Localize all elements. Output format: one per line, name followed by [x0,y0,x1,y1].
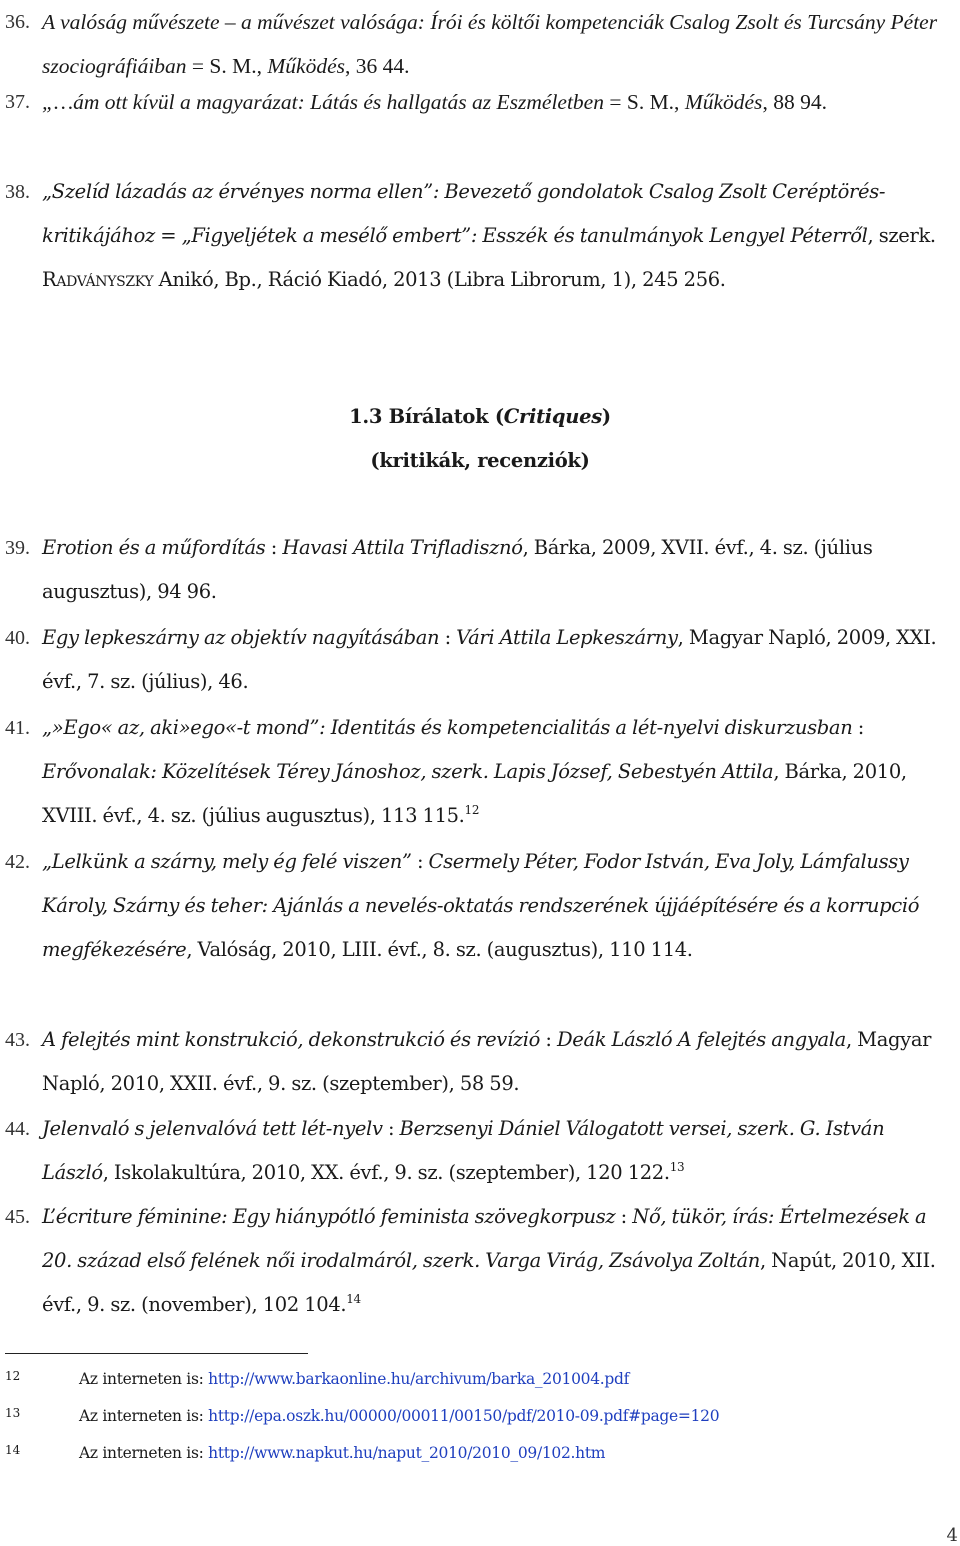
footnote-number: 13 [5,1406,21,1420]
section-heading: 1.3 Bírálatok (Critiques) [349,405,611,428]
entry-separator: = [154,224,182,247]
entry-publication: Anikó, Bp., Ráció Kiadó, 2013 (Libra Librorum, 1), 245 256. [153,268,726,291]
entry-number: 43. [5,1029,30,1051]
entry-book: Működés [267,54,345,78]
entry-title: „…ám ott kívül a magyarázat: Látás és hallgatás az Eszméletben [42,90,604,114]
footnote-separator [5,1353,308,1354]
footnote-link[interactable]: http://www.napkut.hu/naput_2010/2010_09/102.htm [208,1444,606,1462]
entry-szerk: , szerk. [867,224,936,247]
footnote-number: 12 [5,1369,21,1383]
footnote-number: 14 [5,1443,21,1457]
heading-italic: Critiques [503,405,602,428]
entry-text: A felejtés mint konstrukció, dekonstrukció és revízió : Deák László A felejtés angyala, Magyar Napló, 2010, XXII. évf., 9. sz. (szeptember), 58 59. [42,1028,932,1095]
entry-text: Jelenvaló s jelenvalóvá tett lét-nyelv : Berzsenyi Dániel Válogatott versei, szerk. G. István László, Iskolakultúra, 2010, XX. évf., 9. sz. (szeptember), 120 122.13 [42,1117,885,1184]
entry-number: 36. [5,11,30,33]
footnote-link[interactable]: http://epa.oszk.hu/00000/00011/00150/pdf/2010-09.pdf#page=120 [208,1407,720,1425]
entry-number: 42. [5,851,30,873]
footnote [0,1369,950,1399]
footnote [0,1443,950,1473]
entry-title: „Szelíd lázadás az érvényes norma ellen”: Bevezető gondolatok Csalog Zsolt Ceréptörés-kritikájához [42,180,886,247]
entry-number: 41. [5,717,30,739]
section-subheading: (kritikák, recenziók) [370,449,590,472]
footnote-ref: 14 [346,1292,361,1306]
entry-text: L’écriture féminine: Egy hiánypótló feminista szövegkorpusz : Nő, tükör, írás: Értelmezések a 20. század első felének női irodalmáról, szerk. Varga Virág, Zsávolya Zoltán, Napút, 2010, XII. évf., 9. sz. (november), 102 104.14 [42,1205,936,1316]
footnote-text: Az interneten is: http://www.barkaonline.hu/archivum/barka_201004.pdf [79,1370,630,1388]
page-number: 4 [946,1525,958,1546]
entry-text [42,0,947,88]
entry-number: 40. [5,627,30,649]
entry-title: A valóság művészete – a művészet valósága: Írói és költői kompetenciák Csalog Zsolt és Turcsány Péter szociográfiáiban [42,10,938,78]
entry-book: Működés [684,90,763,114]
entry-number: 39. [5,537,30,559]
footnote [0,1406,950,1436]
footnote-link[interactable]: http://www.barkaonline.hu/archivum/barka_201004.pdf [208,1370,630,1388]
entry-pages: , 36 44. [345,54,410,78]
footnote-ref: 13 [669,1160,685,1174]
entry-number: 45. [5,1206,30,1228]
entry-editor: Radványszky [42,268,154,291]
entry-pages: , 88 94. [762,90,827,114]
entry-ref: = S. M., [603,90,685,114]
footnote-ref: 12 [464,803,480,817]
entry-text: Egy lepkeszárny az objektív nagyításában : Vári Attila Lepkeszárny, Magyar Napló, 2009, XXI. évf., 7. sz. (július), 46. [42,626,937,693]
footnote-text: Az interneten is: http://www.napkut.hu/naput_2010/2010_09/102.htm [79,1444,606,1462]
entry-book: „Figyeljétek a mesélő embert”: Esszék és tanulmányok Lengyel Péterről [181,224,868,247]
entry-ref: = S. M., [186,54,268,78]
entry-number: 37. [5,91,30,113]
entry-text: „»Ego« az, aki»ego«-t mond”: Identitás és kompetencialitás a lét-nyelvi diskurzusban : Erővonalak: Közelítések Térey Jánoshoz, szerk. Lapis József, Sebestyén Attila, Bárka, 2010, XVIII. évf., 4. sz. (július augusztus), 113 115.12 [42,716,907,827]
footnote-text: Az interneten is: http://epa.oszk.hu/00000/00011/00150/pdf/2010-09.pdf#page=120 [79,1407,720,1425]
entry-text: Erotion és a műfordítás : Havasi Attila Trifladisznó, Bárka, 2009, XVII. évf., 4. sz. (július augusztus), 94 96. [42,536,873,603]
entry-text [42,80,842,124]
entry-number: 38. [5,181,30,203]
entry-number: 44. [5,1118,30,1140]
entry-text [42,170,947,302]
entry-text: „Lelkünk a szárny, mely ég felé viszen” : Csermely Péter, Fodor István, Eva Joly, Lámfalussy Károly, Szárny és teher: Ajánlás a nevelés-oktatás rendszerének újjáépítésére és a korrupció megfékezésére, Valóság, 2010, LIII. évf., 8. sz. (augusztus), 110 114. [42,850,920,961]
